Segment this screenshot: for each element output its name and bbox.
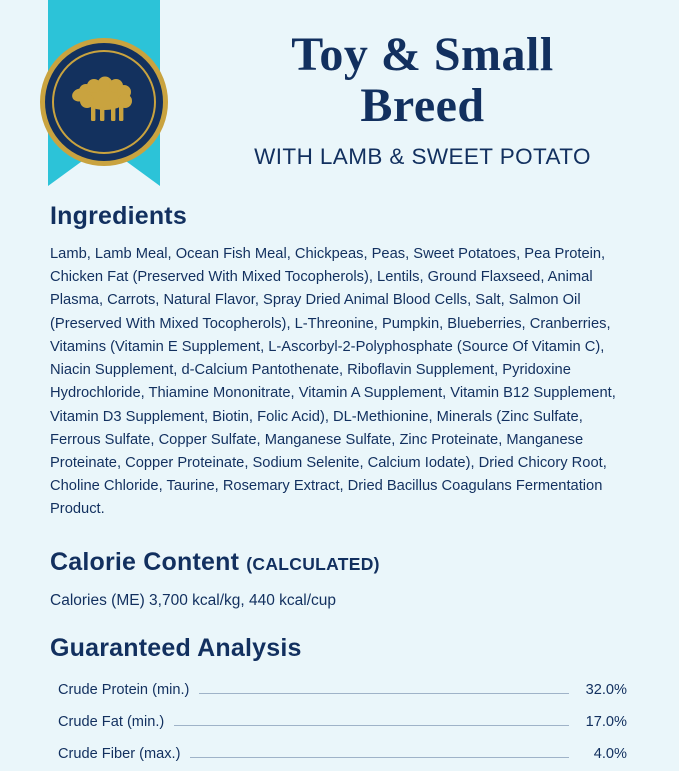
- ga-value: 4.0%: [593, 745, 627, 762]
- ga-label: Crude Protein (min.): [58, 681, 190, 698]
- calorie-content-section: [50, 548, 629, 612]
- calorie-content-heading: [50, 548, 629, 577]
- product-title-line1: Toy & Small: [291, 28, 554, 81]
- ingredients-section: [50, 202, 629, 522]
- calorie-content-text: Calories (ME) 3,700 kcal/kg, 440 kcal/cup: [50, 591, 337, 609]
- brand-medallion: [40, 38, 168, 166]
- label-content: [50, 202, 629, 771]
- calorie-content-heading-paren: (CALCULATED): [246, 553, 380, 574]
- ga-value: 17.0%: [585, 713, 627, 730]
- sheep-icon: [67, 73, 141, 132]
- calorie-content-heading-main: Calorie Content: [50, 547, 240, 576]
- guaranteed-analysis-section: [50, 634, 629, 771]
- ga-leader-line: [174, 724, 569, 726]
- ga-label: Crude Fiber (max.): [58, 745, 181, 762]
- ga-label: Crude Fat (min.): [58, 713, 165, 730]
- guaranteed-analysis-row: [50, 707, 629, 739]
- product-subtitle: WITH LAMB & SWEET POTATO: [254, 143, 591, 169]
- ga-value: 32.0%: [585, 681, 627, 698]
- ga-leader-line: [199, 692, 569, 694]
- product-title-line2: Breed: [360, 78, 485, 132]
- header: [0, 0, 679, 196]
- ingredients-text: Lamb, Lamb Meal, Ocean Fish Meal, Chickpeas, Peas, Sweet Potatoes, Pea Protein, Chicken Fat (Preserved With Mixed Tocopherols), Lentils, Ground Flaxseed, Animal Plasma, Carrots, Natural Flavor, Spray Dried Animal Blood Cells, Salt, Salmon Oil (Preserved With Mixed Tocopherols), L-Threonine, Pumpkin, Blueberries, Cranberries, Vitamins (Vitamin E Supplement, L-Ascorbyl-2-Polyphosphate (Source Of Vitamin C), Niacin Supplement, d-Calcium Pantothenate, Riboflavin Supplement, Pyridoxine Hydrochloride, Thiamine Mononitrate, Vitamin A Supplement, Vitamin B12 Supplement, Vitamin D3 Supplement, Biotin, Folic Acid), DL-Methionine, Minerals (Zinc Sulfate, Ferrous Sulfate, Copper Sulfate, Manganese Sulfate, Zinc Proteinate, Manganese Proteinate, Copper Proteinate, Sodium Selenite, Calcium Iodate), Dried Chicory Root, Choline Chloride, Taurine, Rosemary Extract, Dried Bacillus Coagulans Fermentation Product.: [50, 246, 616, 518]
- title-block: [180, 30, 665, 170]
- guaranteed-analysis-heading: Guaranteed Analysis: [50, 633, 302, 662]
- ga-leader-line: [190, 756, 569, 758]
- ingredients-heading: Ingredients: [50, 202, 187, 230]
- guaranteed-analysis-row: [50, 675, 629, 707]
- guaranteed-analysis-row: [50, 739, 629, 771]
